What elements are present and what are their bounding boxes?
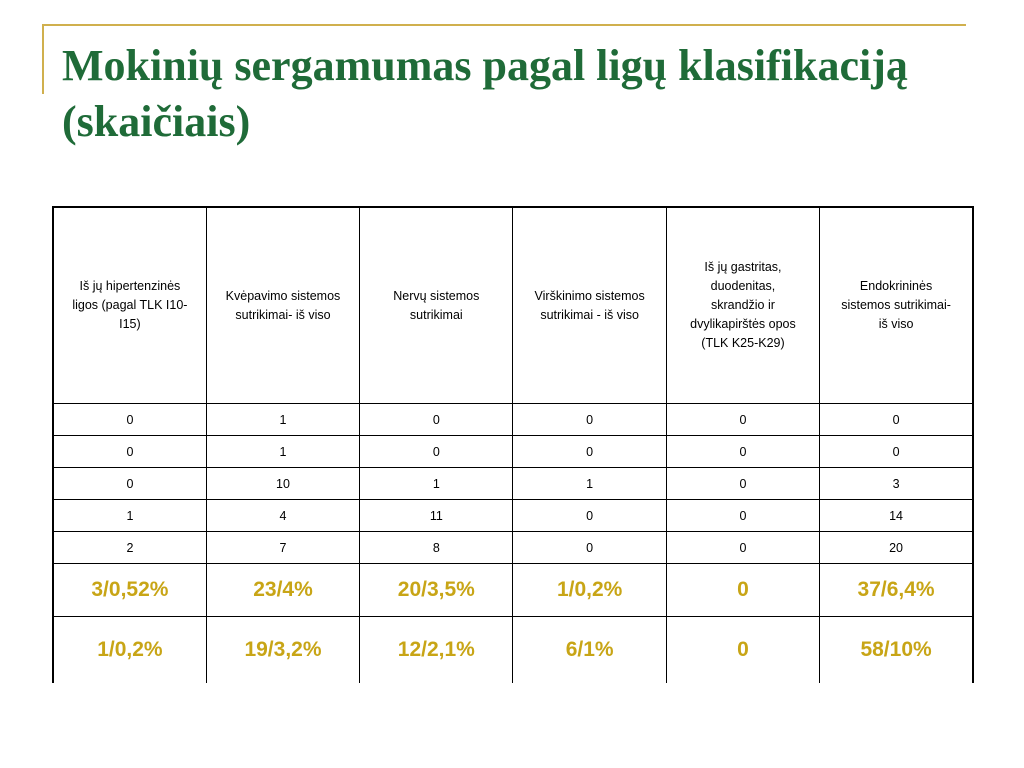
header-text: Iš jų gastritas, duodenitas, skrandžio ir dvylikapirštės opos (TLK K25-K29) — [690, 260, 796, 350]
table-cell: 1 — [360, 468, 513, 500]
total-cell: 19/3,2% — [206, 617, 359, 684]
table-row — [53, 500, 973, 532]
table-cell: 11 — [360, 500, 513, 532]
table-cell: 2 — [53, 532, 206, 564]
table-cell: 4 — [206, 500, 359, 532]
table-cell: 0 — [53, 436, 206, 468]
table-cell: 1 — [206, 404, 359, 436]
disease-table — [52, 206, 974, 683]
header-text: Virškinimo sistemos sutrikimai - iš viso — [534, 288, 645, 322]
table-cell: 0 — [53, 404, 206, 436]
slide-title: Mokinių sergamumas pagal ligų klasifikaciją (skaičiais) — [62, 41, 908, 146]
table-cell: 1 — [206, 436, 359, 468]
total-cell: 0 — [666, 564, 819, 617]
header-cell — [666, 207, 819, 404]
table-cell: 0 — [666, 404, 819, 436]
header-cell — [206, 207, 359, 404]
table-cell: 0 — [820, 436, 973, 468]
table-cell: 1 — [53, 500, 206, 532]
table-row — [53, 404, 973, 436]
header-cell — [360, 207, 513, 404]
table-row — [53, 532, 973, 564]
total-cell: 12/2,1% — [360, 617, 513, 684]
total-cell: 37/6,4% — [820, 564, 973, 617]
total-cell: 1/0,2% — [513, 564, 666, 617]
header-text: Endokrininės sistemos sutrikimai- iš viso — [841, 279, 951, 331]
header-text: Iš jų hipertenzinės ligos (pagal TLK I10-I15) — [72, 279, 188, 331]
table-cell: 0 — [360, 436, 513, 468]
table-cell: 20 — [820, 532, 973, 564]
table-cell: 7 — [206, 532, 359, 564]
table-cell: 0 — [666, 468, 819, 500]
total-cell: 20/3,5% — [360, 564, 513, 617]
table-cell: 1 — [513, 468, 666, 500]
table-row — [53, 436, 973, 468]
total-cell: 1/0,2% — [53, 617, 206, 684]
table-cell: 0 — [360, 404, 513, 436]
table-cell: 0 — [53, 468, 206, 500]
total-cell: 58/10% — [820, 617, 973, 684]
table-cell: 0 — [513, 532, 666, 564]
table-cell: 0 — [666, 500, 819, 532]
total-cell: 23/4% — [206, 564, 359, 617]
frame-line-top — [42, 24, 966, 26]
header-cell — [53, 207, 206, 404]
table-cell: 0 — [513, 404, 666, 436]
header-cell — [513, 207, 666, 404]
table-cell: 0 — [666, 532, 819, 564]
table-cell: 0 — [666, 436, 819, 468]
total-cell: 3/0,52% — [53, 564, 206, 617]
table-cell: 10 — [206, 468, 359, 500]
header-text: Kvėpavimo sistemos sutrikimai- iš viso — [225, 288, 341, 322]
header-text: Nervų sistemos sutrikimai — [393, 288, 480, 322]
table-cell: 0 — [513, 436, 666, 468]
table-header-row — [53, 207, 973, 404]
table-cell: 8 — [360, 532, 513, 564]
header-cell — [820, 207, 973, 404]
table-cell: 0 — [820, 404, 973, 436]
total-row — [53, 617, 973, 684]
frame-line-left — [42, 24, 44, 94]
total-cell: 6/1% — [513, 617, 666, 684]
table-cell: 3 — [820, 468, 973, 500]
table-row — [53, 468, 973, 500]
table-cell: 14 — [820, 500, 973, 532]
total-row — [53, 564, 973, 617]
total-cell: 0 — [666, 617, 819, 684]
table-cell: 0 — [513, 500, 666, 532]
